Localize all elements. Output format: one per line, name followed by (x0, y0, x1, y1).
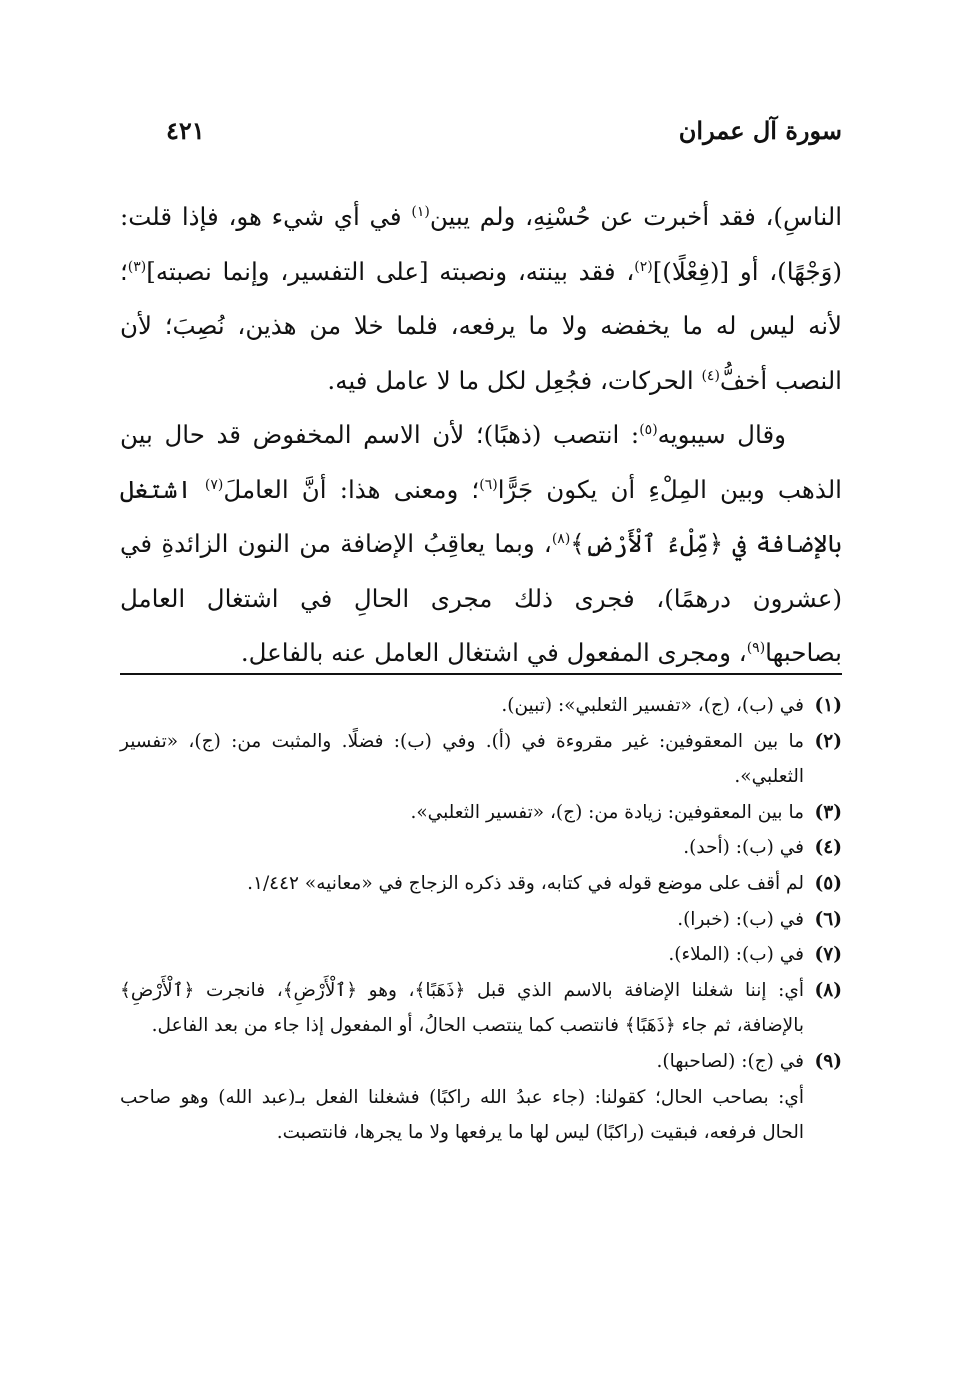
footnote-number: (٢) (814, 730, 842, 752)
main-text (120, 190, 842, 681)
footnote-text: في (ب): (أحد). (683, 837, 804, 859)
book-page (120, 0, 842, 1380)
text-run: في أي شيء هو، فإذا قلت: (وَجْهًا)، أو [(فِعْلًا)] (120, 202, 842, 286)
paragraph (120, 190, 842, 408)
footnote-ref: (٣) (127, 258, 147, 275)
footnote-number: (٨) (814, 979, 842, 1001)
footnote (120, 1044, 842, 1080)
footnote-text: ما بين المعقوفين: غير مقروءة في (أ). وفي (ب): فضلًا. والمثبت من: (ج)، «تفسير الثعلبي». (120, 730, 804, 788)
footnote-ref: (٤) (701, 367, 720, 384)
footnote-number: (٦) (814, 908, 842, 930)
text-run: ؛ ومعنى هذا: أنَّ العاملَ (223, 474, 480, 504)
footnote-number: (٣) (814, 801, 842, 823)
footnote (120, 688, 842, 724)
footnote-number: (٧) (814, 944, 842, 966)
footnote-separator (120, 673, 842, 675)
footnote (120, 973, 842, 1044)
footnote-ref: (١) (411, 203, 430, 220)
footnote-ref: (٨) (551, 530, 571, 547)
text-run: وقال سيبويه (657, 420, 786, 449)
footnote-text: في (ب): (خبرا). (677, 908, 804, 930)
text-run: ؛ لأنه ليس له ما يخفضه ولا ما يرفعه، فلما خلا من هذين، نُصِبَ؛ لأن النصب أخفُّ (120, 256, 842, 395)
text-run: الحركات، فجُعِل لكل ما لا عامل فيه. (327, 365, 702, 395)
footnote-ref: (٧) (204, 476, 224, 493)
text-run: ، ومجرى المفعول في اشتغال العامل عنه بالفاعل. (240, 638, 747, 667)
footnote-text: في (ج): (لصاحبها). (656, 1050, 804, 1072)
footnotes (120, 688, 842, 1151)
page-header (120, 116, 842, 156)
footnote-text: ما بين المعقوفين: زيادة من: (ج)، «تفسير الثعلبي». (410, 801, 804, 823)
footnote (120, 795, 842, 831)
footnote-ref: (٩) (746, 639, 766, 656)
text-run: ، وبما يعاقِبُ الإضافة من النون الزائدةِ في (عشرون درهمًا)، فجرى ذلك مجرى الحالِ في اشتغال العامل بصاحبها (120, 529, 842, 667)
text-run: : انتصب (ذهبًا)؛ لأن الاسم المخفوض قد حال بين الذهب وبين المِلْءِ أن يكون جَرًّا (120, 420, 842, 504)
footnote-number: (٩) (814, 1050, 842, 1072)
footnote (120, 937, 842, 973)
footnote-number: (٥) (814, 872, 842, 894)
footnote-text: لم أقف على موضع قوله في كتابه، وقد ذكره الزجاج في «معانيه» ١/٤٤٢. (247, 872, 804, 894)
footnote (120, 724, 842, 795)
footnote-ref: (٥) (639, 421, 658, 438)
footnote-number: (٤) (814, 837, 842, 859)
footnote-ref: (٦) (479, 476, 498, 493)
sura-title: سورة آل عمران (678, 116, 842, 145)
footnote-number: (١) (814, 695, 842, 716)
footnote-ref: (٢) (634, 258, 653, 275)
footnote (120, 902, 842, 938)
paragraph (120, 408, 842, 681)
footnote (120, 866, 842, 902)
text-run: اشتغل بالإضافة في ﴿مِّلْءُ ٱلْأَرْضِ﴾ (120, 474, 842, 558)
page-number: ٤٢١ (166, 116, 205, 145)
footnote-text: أي: إننا شغلنا الإضافة بالاسم الذي قبل ﴿ذَهَبًا﴾، وهو ﴿ٱلْأَرْضِ﴾، فانجرت ﴿ٱلْأَرْضِ﴾ بالإضافة، ثم جاء ﴿ذَهَبًا﴾ فانتصب كما ينتصب الحالُ، أو المفعول إذا جاء من بعد الفاعل. (120, 979, 804, 1037)
footnote (120, 830, 842, 866)
footnote-9-explanation: أي: بصاحب الحال؛ كقولنا: (جاء عبدُ الله راكبًا) فشغلنا الفعل بـ(عبد الله) وهو صاحب الحال فرفعه، فبقيت (راكبًا) ليس لها ما يرفعها ولا ما يجرها، فانتصبت. (120, 1086, 804, 1144)
text-run: الناسِ)، فقد أخبرت عن حُسْنِهِ، ولم يبين (429, 202, 843, 231)
footnote-text: في (ب)، (ج)، «تفسير الثعلبي»: (تبين). (501, 695, 804, 716)
footnote-text: في (ب): (الملاء). (668, 944, 804, 966)
text-run: ، فقد بينته، ونصبته [على التفسير، وإنما نصبته] (146, 256, 635, 286)
